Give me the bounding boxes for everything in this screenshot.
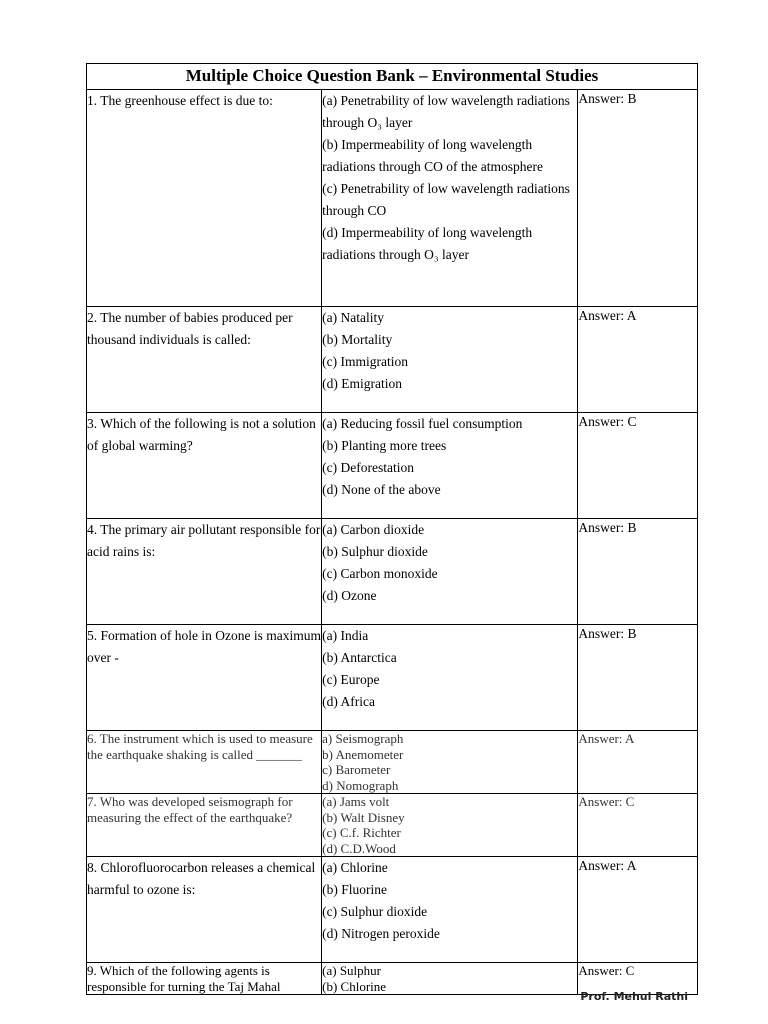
page-title: Multiple Choice Question Bank – Environmental Studies (87, 64, 698, 90)
option-text: (a) Jams volt (322, 794, 390, 809)
option-text: (d) Impermeability of long wavelength radiations through O₃ layer (322, 225, 533, 262)
author-footer: Prof. Mehul Rathi (580, 990, 688, 1003)
title-row (87, 64, 698, 90)
option-text: (a) Natality (322, 310, 384, 325)
question-text: 3. Which of the following is not a solution of global warming? (87, 413, 322, 519)
answer-cell: Answer: C (578, 794, 698, 857)
option-text: (a) Reducing fossil fuel consumption (322, 416, 523, 431)
question-row (87, 625, 698, 731)
option-text: (a) Chlorine (322, 860, 388, 875)
option-text: c) Barometer (322, 762, 391, 777)
option-text: (d) C.D.Wood (322, 840, 396, 856)
answer-cell: Answer: A (578, 857, 698, 963)
question-text: 2. The number of babies produced per thousand individuals is called: (87, 307, 322, 413)
question-text: 9. Which of the following agents is responsible for turning the Taj Mahal (87, 963, 322, 995)
answer-cell: Answer: A (578, 307, 698, 413)
option-text: b) Anemometer (322, 746, 404, 762)
option-text: (b) Impermeability of long wavelength radiations through CO of the atmosphere (322, 137, 543, 174)
option-text: (b) Walt Disney (322, 809, 405, 825)
question-row (87, 413, 698, 519)
question-row (87, 307, 698, 413)
option-text: (a) Carbon dioxide (322, 522, 425, 537)
option-text: d) Nomograph (322, 777, 399, 793)
option-text: (b) Fluorine (322, 882, 388, 897)
question-bank-table (86, 63, 698, 995)
option-text: (d) Nitrogen peroxide (322, 926, 440, 941)
option-text: (c) Immigration (322, 354, 408, 369)
answer-cell: Answer: B (578, 625, 698, 731)
answer-cell: Answer: C (578, 963, 698, 995)
question-row (87, 857, 698, 963)
option-text: (a) Sulphur (322, 963, 381, 978)
option-text: (a) Penetrability of low wavelength radiations through O₃ layer (322, 93, 570, 130)
option-text: (c) Penetrability of low wavelength radiations through CO (322, 181, 570, 218)
question-text: 7. Who was developed seismograph for measuring the effect of the earthquake? (87, 794, 322, 857)
question-text: 1. The greenhouse effect is due to: (87, 90, 322, 307)
options-cell (322, 307, 578, 413)
options-cell (322, 857, 578, 963)
answer-cell: Answer: A (578, 731, 698, 794)
question-text: 8. Chlorofluorocarbon releases a chemical harmful to ozone is: (87, 857, 322, 963)
options-cell (322, 90, 578, 307)
question-text: 6. The instrument which is used to measure the earthquake shaking is called _______ (87, 731, 322, 794)
options-cell (322, 625, 578, 731)
option-text: (b) Chlorine (322, 978, 387, 994)
option-text: (c) Europe (322, 672, 380, 687)
option-text: (c) Deforestation (322, 460, 414, 475)
answer-cell: Answer: B (578, 519, 698, 625)
options-cell (322, 794, 578, 857)
option-text: (c) Carbon monoxide (322, 566, 438, 581)
option-text: (a) India (322, 628, 369, 643)
option-text: (b) Antarctica (322, 650, 397, 665)
question-row (87, 519, 698, 625)
option-text: (d) Ozone (322, 588, 377, 603)
answer-cell: Answer: C (578, 413, 698, 519)
option-text: (d) Africa (322, 694, 375, 709)
option-text: (b) Sulphur dioxide (322, 544, 428, 559)
option-text: (b) Mortality (322, 332, 393, 347)
option-text: (c) C.f. Richter (322, 825, 401, 840)
options-cell (322, 413, 578, 519)
question-row (87, 794, 698, 857)
question-row (87, 731, 698, 794)
option-text: (c) Sulphur dioxide (322, 904, 428, 919)
answer-cell: Answer: B (578, 90, 698, 307)
option-text: (b) Planting more trees (322, 438, 447, 453)
options-cell (322, 519, 578, 625)
options-cell (322, 963, 578, 995)
option-text: a) Seismograph (322, 731, 404, 746)
question-text: 4. The primary air pollutant responsible for acid rains is: (87, 519, 322, 625)
options-cell (322, 731, 578, 794)
question-text: 5. Formation of hole in Ozone is maximum over - (87, 625, 322, 731)
option-text: (d) None of the above (322, 482, 441, 497)
option-text: (d) Emigration (322, 376, 402, 391)
question-row (87, 90, 698, 307)
